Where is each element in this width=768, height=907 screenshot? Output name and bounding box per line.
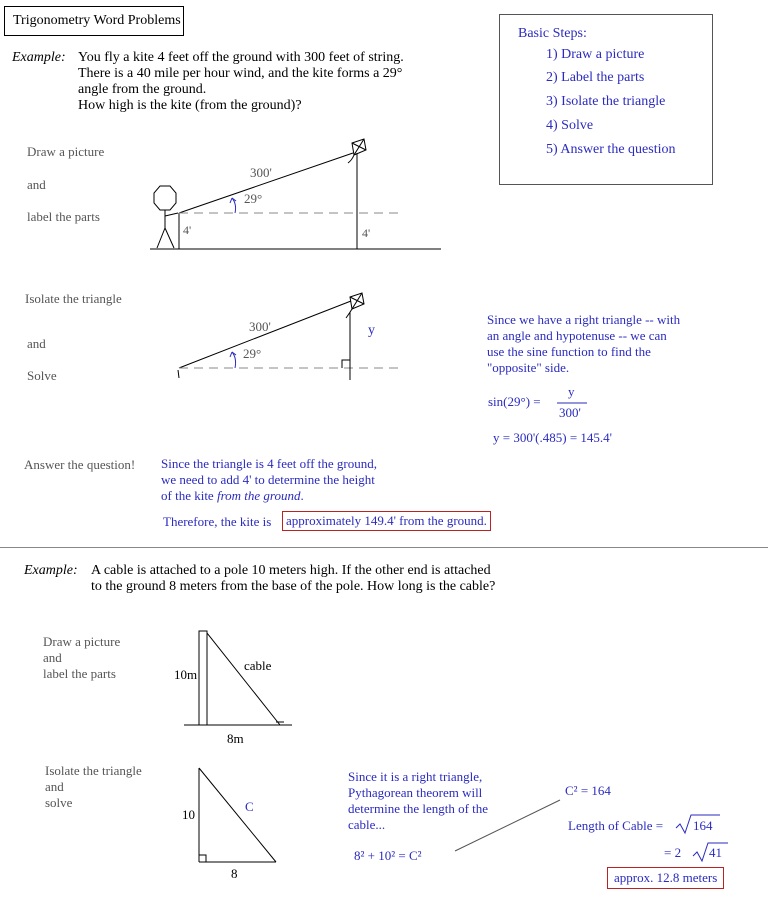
kite-string: [179, 153, 353, 213]
ex2-fig2-base: 8: [231, 866, 238, 881]
ex2-explain-3: determine the length of the: [348, 801, 489, 816]
ex2-step-and-2: and: [45, 779, 64, 794]
ex1-step-label: label the parts: [27, 209, 100, 224]
c-squared-equation: C² = 164: [565, 783, 611, 798]
sine-equation-lhs: sin(29°) =: [488, 394, 541, 409]
tri-hypotenuse: [199, 768, 276, 862]
basic-step-1: 1) Draw a picture: [546, 47, 645, 62]
pythagorean-equation: 8² + 10² = C²: [354, 848, 422, 863]
example2-label: Example:: [24, 563, 78, 578]
fig2-hyp-label: 300': [249, 319, 271, 334]
fig2-angle-label: 29°: [243, 346, 262, 361]
ex1-step-draw: Draw a picture: [27, 144, 105, 159]
ex1-answer-italic: from the ground: [216, 488, 301, 503]
fig1-right-height: 4': [362, 226, 371, 240]
ex1-step-isolate: Isolate the triangle: [25, 291, 122, 306]
ex1-explain-4: "opposite" side.: [487, 360, 570, 375]
ex2-step-draw: Draw a picture: [43, 634, 121, 649]
sqrt-41: 41: [709, 845, 722, 860]
example1-line-1: You fly a kite 4 feet off the ground with 300 feet of string.: [78, 50, 404, 65]
fig2-opposite-label: y: [368, 323, 375, 338]
ex1-fig2: [178, 293, 400, 380]
ex1-step-and-2: and: [27, 336, 46, 351]
ex2-explain-4: cable...: [348, 817, 386, 832]
ex2-fig1-base: 8m: [227, 731, 244, 746]
fig1-hyp-label: 300': [250, 165, 272, 180]
ex1-explain-3: use the sine function to find the: [487, 344, 651, 359]
basic-steps-heading: Basic Steps:: [518, 26, 587, 41]
length-label: Length of Cable =: [568, 818, 664, 833]
right-angle-marker: [342, 360, 350, 368]
ex1-step-solve: Solve: [27, 368, 57, 383]
eq2-prefix: = 2: [664, 845, 682, 860]
basic-step-2: 2) Label the parts: [546, 70, 645, 85]
ex1-fig1: [150, 139, 441, 249]
basic-step-3: 3) Isolate the triangle: [546, 94, 666, 109]
example1-line-4: How high is the kite (from the ground)?: [78, 98, 302, 113]
example2-line-1: A cable is attached to a pole 10 meters high. If the other end is attached: [91, 563, 491, 578]
ex2-step-and: and: [43, 650, 62, 665]
ex1-answer-1: Since the triangle is 4 feet off the ground,: [161, 456, 378, 471]
ex2-fig2: [199, 768, 276, 862]
sqrt-164: 164: [693, 818, 713, 833]
fig1-left-height: 4': [183, 223, 192, 237]
ex2-final-answer-box: approx. 12.8 meters: [607, 867, 724, 889]
example1-line-3: angle from the ground.: [78, 82, 207, 97]
person-arm: [165, 213, 178, 216]
ex2-fig1-cable: cable: [244, 658, 272, 673]
section-divider: [0, 547, 768, 548]
fig1-angle-label: 29°: [244, 191, 263, 206]
sine-equation-denominator: 300': [559, 405, 581, 420]
ex2-explain-2: Pythagorean theorem will: [348, 785, 483, 800]
tri-right-angle: [199, 855, 206, 862]
ex1-answer-2: we need to add 4' to determine the height: [161, 472, 375, 487]
person-leg-left: [157, 228, 165, 248]
sine-equation-result: y = 300'(.485) = 145.4': [493, 430, 613, 445]
example1-line-2: There is a 40 mile per hour wind, and the kite forms a 29°: [78, 66, 403, 81]
pole: [199, 631, 207, 725]
person-leg-right: [165, 228, 174, 248]
ex2-step-label: label the parts: [43, 666, 116, 681]
basic-step-4: 4) Solve: [546, 118, 594, 133]
ex2-step-solve: solve: [45, 795, 73, 810]
ex2-fig2-height: 10: [182, 807, 195, 822]
ex2-fig1: [184, 631, 292, 725]
ex2-explain-1: Since it is a right triangle,: [348, 769, 483, 784]
cable-line: [207, 633, 280, 725]
basic-step-5: 5) Answer the question: [546, 142, 676, 157]
ex2-fig1-height: 10m: [174, 667, 198, 682]
kite-tail: [348, 155, 354, 163]
ex1-final-prefix: Therefore, the kite is: [163, 514, 272, 529]
page-title: Trigonometry Word Problems: [4, 6, 184, 36]
ex1-step-answer: Answer the question!: [24, 457, 136, 472]
sine-equation-numerator: y: [568, 384, 575, 399]
ex1-explain-2: an angle and hypotenuse -- we can: [487, 328, 667, 343]
ex1-explain-1: Since we have a right triangle -- with: [487, 312, 681, 327]
ex2-fig2-hyp: C: [245, 799, 254, 814]
ex1-final-answer-box: approximately 149.4' from the ground.: [282, 511, 491, 531]
example1-label: Example:: [12, 50, 66, 65]
person-head: [154, 186, 176, 210]
example2-line-2: to the ground 8 meters from the base of the pole. How long is the cable?: [91, 579, 496, 594]
ex1-step-and: and: [27, 177, 46, 192]
ex1-answer-3: of the kite from the ground.: [161, 488, 304, 503]
ex2-step-isolate: Isolate the triangle: [45, 763, 142, 778]
